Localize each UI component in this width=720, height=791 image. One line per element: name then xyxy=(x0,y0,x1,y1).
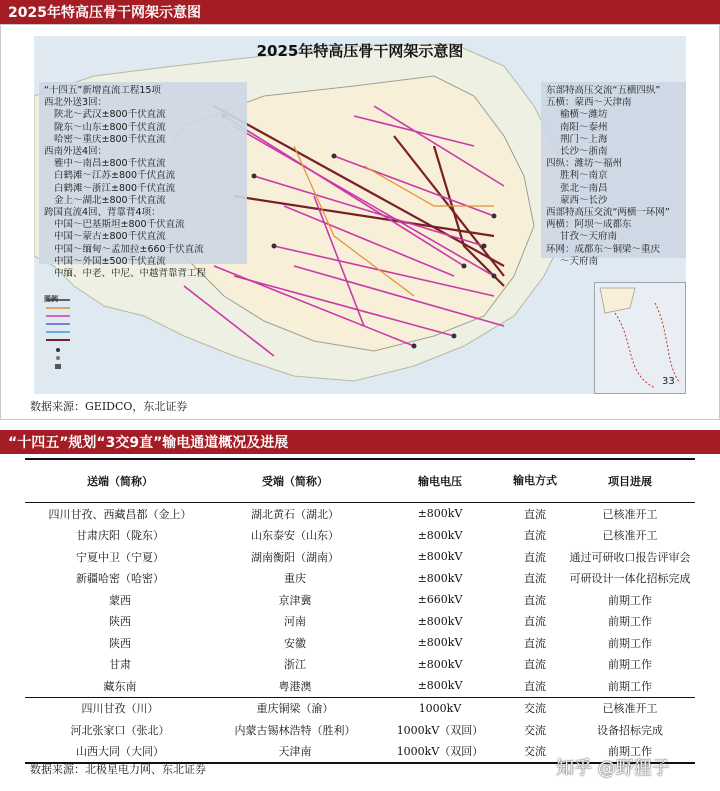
cell-progress: 设备招标完成 xyxy=(597,723,663,737)
cell-voltage: ±800kV xyxy=(417,614,463,628)
right-box-line: 环网：成都东～铜梁～重庆 xyxy=(546,243,661,255)
left-box-line: 陕北～武汉±800千伏直流 xyxy=(54,109,166,121)
cell-progress: 前期工作 xyxy=(565,741,695,764)
map-title: 2025年特高压骨干网架示意图 xyxy=(256,42,464,60)
map-legend-swatches xyxy=(44,294,134,374)
cell-receiver: 山东泰安（山东） xyxy=(251,529,339,543)
left-box-line: 金上～湖北±800千伏直流 xyxy=(54,194,166,206)
cell-mode: 交流 xyxy=(505,697,565,719)
left-box-line: “十四五”新增直流工程15项 xyxy=(44,85,161,96)
cell-sender: 甘肃 xyxy=(109,658,131,672)
cell-sender: 新疆哈密（哈密） xyxy=(76,572,164,586)
table-row xyxy=(25,697,695,719)
section-title: 2025年特高压骨干网架示意图 xyxy=(8,5,201,21)
cell-voltage: ±800kV xyxy=(417,636,463,650)
cell-sender: 甘肃庆阳（陇东） xyxy=(76,529,164,543)
section-title: “十四五”规划“3交9直”输电通道概况及进展 xyxy=(8,435,289,451)
right-box-line: 榆横～潍坊 xyxy=(560,109,608,121)
right-box-line: 胜利～南京 xyxy=(560,170,608,182)
cell-sender: 宁夏中卫（宁夏） xyxy=(76,550,164,564)
left-box-line: 中国～蒙古±800千伏直流 xyxy=(54,231,166,243)
map-source-note: 数据来源：GEIDCO，东北证券 xyxy=(30,400,188,413)
right-box-line: 五横：蒙西～天津南 xyxy=(546,97,632,109)
header-mode: 输电方式 xyxy=(505,459,565,503)
watermark: 知乎 @野狸子 xyxy=(556,758,670,779)
cell-progress: 已核准开工 xyxy=(602,507,658,521)
cell-mode: 直流 xyxy=(524,550,546,564)
cell-mode: 直流 xyxy=(524,593,546,607)
left-box-line: 西南外送4回： xyxy=(44,146,108,158)
left-box-line: 跨国直流4回、背靠背4项： xyxy=(44,207,161,219)
map-legend xyxy=(44,294,140,390)
map-legend-title: 图例 xyxy=(44,295,58,303)
table-source-note: 数据来源：北极星电力网、东北证券 xyxy=(30,763,206,776)
right-box-line: 南阳～泰州 xyxy=(560,121,608,133)
cell-voltage: 1000kV xyxy=(375,697,505,719)
cell-voltage: ±800kV xyxy=(417,571,463,585)
table-row xyxy=(25,632,695,654)
table-row xyxy=(25,546,695,568)
cell-progress: 前期工作 xyxy=(608,636,652,650)
right-legend-box xyxy=(541,82,686,267)
left-box-line: 哈密～重庆±800千伏直流 xyxy=(54,133,166,145)
left-box-line: 中国～巴基斯坦±800千伏直流 xyxy=(54,219,185,231)
cell-mode: 直流 xyxy=(524,658,546,672)
left-box-line: 白鹤滩～浙江±800千伏直流 xyxy=(54,182,176,194)
cell-voltage: ±800kV xyxy=(417,507,463,521)
cell-receiver: 湖南衡阳（湖南） xyxy=(251,550,339,564)
table-row xyxy=(25,568,695,590)
cell-mode: 交流 xyxy=(505,741,565,764)
cell-progress: 前期工作 xyxy=(608,658,652,672)
section-header-map xyxy=(0,0,720,24)
table-row xyxy=(25,719,695,741)
cell-receiver: 内蒙古锡林浩特（胜利） xyxy=(234,723,356,737)
left-box-line: 白鹤滩～江苏±800千伏直流 xyxy=(54,170,176,182)
cell-voltage: ±800kV xyxy=(417,657,463,671)
cell-progress: 前期工作 xyxy=(608,679,652,693)
left-box-line: 雅中～南昌±800千伏直流 xyxy=(54,158,166,170)
cell-sender: 山西大同（大同） xyxy=(25,741,215,764)
right-box-line: ～天府南 xyxy=(560,255,599,267)
left-box-line: 中缅、中老、中尼、中越背靠背工程 xyxy=(54,268,207,280)
right-box-line: 两横：阿坝～成都东 xyxy=(546,219,632,231)
cell-progress: 已核准开工 xyxy=(602,529,658,543)
cell-mode: 交流 xyxy=(524,723,546,737)
cell-receiver: 安徽 xyxy=(284,636,306,650)
right-box-line: 长沙～浙南 xyxy=(560,146,608,158)
cell-sender: 陕西 xyxy=(109,636,131,650)
cell-receiver: 湖北黄石（湖北） xyxy=(251,507,339,521)
table-row xyxy=(25,525,695,547)
cell-receiver: 重庆 xyxy=(284,572,306,586)
left-box-line: 西北外送3回： xyxy=(44,97,108,109)
cell-sender: 蒙西 xyxy=(109,593,131,607)
table-row xyxy=(25,654,695,676)
right-box-line: 西部特高压交流“两横一环网” xyxy=(546,207,670,219)
table-row xyxy=(25,675,695,697)
table-row xyxy=(25,589,695,611)
left-box-line: 陇东～山东±800千伏直流 xyxy=(54,121,166,133)
cell-receiver: 河南 xyxy=(284,615,306,629)
table-header-row xyxy=(25,459,695,503)
cell-mode: 直流 xyxy=(524,572,546,586)
cell-voltage: ±800kV xyxy=(417,679,463,693)
section-header-table xyxy=(0,430,720,454)
header-sender: 送端（简称） xyxy=(25,459,215,503)
cell-sender: 藏东南 xyxy=(103,679,137,693)
cell-sender: 陕西 xyxy=(109,615,131,629)
transmission-channel-table xyxy=(25,458,695,764)
right-box-line: 张北～南昌 xyxy=(560,182,608,194)
cell-progress: 可研设计一体化招标完成 xyxy=(569,572,691,586)
right-box-line: 甘孜～天府南 xyxy=(560,231,618,243)
header-progress: 项目进展 xyxy=(565,459,695,503)
header-voltage: 输电电压 xyxy=(375,459,505,503)
page-number: 33 xyxy=(662,376,675,387)
cell-voltage: ±800kV xyxy=(417,550,463,564)
cell-progress: 前期工作 xyxy=(608,593,652,607)
cell-mode: 直流 xyxy=(524,679,546,693)
left-legend-box xyxy=(39,82,247,280)
cell-voltage: 1000kV（双回） xyxy=(396,723,484,737)
cell-mode: 直流 xyxy=(524,615,546,629)
cell-mode: 直流 xyxy=(524,636,546,650)
right-box-line: 蒙西～长沙 xyxy=(560,194,608,206)
left-box-line: 中国～外国±500千伏直流 xyxy=(54,255,166,267)
cell-receiver: 京津冀 xyxy=(278,593,312,607)
table-row xyxy=(25,503,695,525)
cell-sender: 四川甘孜、西藏昌都（金上） xyxy=(48,507,192,521)
cell-mode: 直流 xyxy=(524,507,546,521)
uhv-network-map xyxy=(34,36,686,394)
right-box-line: 东部特高压交流“五横四纵” xyxy=(546,85,661,96)
cell-receiver: 天津南 xyxy=(215,741,375,764)
cell-sender: 河北张家口（张北） xyxy=(70,723,170,737)
cell-receiver: 重庆铜梁（渝） xyxy=(215,697,375,719)
cell-receiver: 粤港澳 xyxy=(278,679,312,693)
cell-progress: 通过可研收口报告评审会 xyxy=(569,550,691,564)
cell-voltage: 1000kV（双回） xyxy=(375,741,505,764)
right-box-line: 荆门～上海 xyxy=(560,133,608,145)
cell-progress: 前期工作 xyxy=(608,615,652,629)
table-row xyxy=(25,611,695,633)
cell-mode: 直流 xyxy=(524,529,546,543)
cell-progress: 已核准开工 xyxy=(565,697,695,719)
right-box-line: 四纵：潍坊～福州 xyxy=(546,158,623,170)
left-box-line: 中国～缅甸～孟加拉±660千伏直流 xyxy=(54,243,204,255)
cell-receiver: 浙江 xyxy=(284,658,306,672)
cell-sender: 四川甘孜（川） xyxy=(25,697,215,719)
cell-voltage: ±800kV xyxy=(417,528,463,542)
cell-voltage: ±660kV xyxy=(417,593,463,607)
header-receiver: 受端（简称） xyxy=(215,459,375,503)
